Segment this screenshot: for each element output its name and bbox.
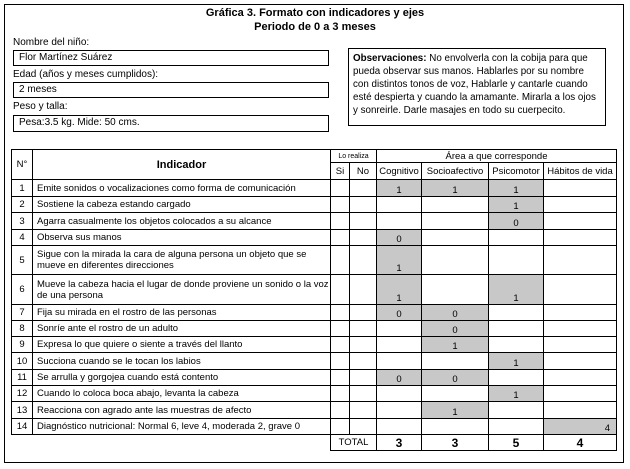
child-name-field[interactable]: Flor Martínez Suárez [13,50,329,66]
row-indicator-text: Reacciona con agrado ante las muestras de afecto [33,402,331,419]
row-cognitivo-cell[interactable] [377,321,422,337]
row-habitos-cell[interactable] [544,402,617,419]
age-label: Edad (años y meses cumplidos): [13,69,159,80]
row-si-cell[interactable] [331,321,350,337]
row-cognitivo-cell[interactable]: 0 [377,305,422,321]
row-number: 12 [12,386,33,402]
table-row [12,386,617,402]
row-si-cell[interactable] [331,197,350,213]
row-habitos-cell[interactable] [544,275,617,305]
row-no-cell[interactable] [350,246,377,275]
row-psicomotor-cell[interactable] [489,246,544,275]
row-psicomotor-cell[interactable]: 1 [489,180,544,197]
age-field[interactable]: 2 meses [13,82,329,98]
row-number: 11 [12,370,33,386]
row-psicomotor-cell[interactable] [489,402,544,419]
row-indicator-text: Mueve la cabeza hacia el lugar de donde proviene un sonido o la voz de una persona [33,275,331,305]
row-si-cell[interactable] [331,230,350,246]
col-no-header: No [350,163,377,180]
col-indicator-header: Indicador [33,150,331,180]
row-no-cell[interactable] [350,386,377,402]
col-area-header: Área a que corresponde [377,150,617,163]
row-psicomotor-cell[interactable]: 1 [489,275,544,305]
row-indicator-text: Observa sus manos [33,230,331,246]
row-socioafectivo-cell[interactable] [422,275,489,305]
row-si-cell[interactable] [331,386,350,402]
row-psicomotor-cell[interactable]: 0 [489,213,544,230]
row-no-cell[interactable] [350,337,377,353]
table-row [12,353,617,370]
row-socioafectivo-cell[interactable]: 1 [422,402,489,419]
col-lo-realiza-header: Lo realiza [331,150,377,163]
row-si-cell[interactable] [331,402,350,419]
row-indicator-text: Expresa lo que quiere o siente a través del llanto [33,337,331,353]
row-number: 9 [12,337,33,353]
row-psicomotor-cell[interactable] [489,321,544,337]
row-indicator-text: Sostiene la cabeza estando cargado [33,197,331,213]
row-si-cell[interactable] [331,180,350,197]
observations-label: Observaciones: [353,53,427,64]
row-cognitivo-cell[interactable] [377,337,422,353]
row-indicator-text: Succiona cuando se le tocan los labios [33,353,331,370]
row-indicator-text: Agarra casualmente los objetos colocados a su alcance [33,213,331,230]
table-row [12,337,617,353]
row-socioafectivo-cell[interactable] [422,353,489,370]
row-si-cell[interactable] [331,246,350,275]
row-habitos-cell[interactable] [544,337,617,353]
row-indicator-text: Cuando lo coloca boca abajo, levanta la cabeza [33,386,331,402]
row-number: 8 [12,321,33,337]
row-number: 7 [12,305,33,321]
table-row [12,213,617,230]
row-cognitivo-cell[interactable]: 0 [377,230,422,246]
row-indicator-text: Sonríe ante el rostro de un adulto [33,321,331,337]
row-cognitivo-cell[interactable]: 1 [377,246,422,275]
row-no-cell[interactable] [350,370,377,386]
row-psicomotor-cell[interactable]: 1 [489,353,544,370]
row-habitos-cell[interactable] [544,213,617,230]
observations-box[interactable] [348,48,606,126]
row-number: 2 [12,197,33,213]
row-socioafectivo-cell[interactable]: 1 [422,337,489,353]
row-no-cell[interactable] [350,180,377,197]
row-cognitivo-cell[interactable]: 1 [377,275,422,305]
col-psicomotor-header: Psicomotor [489,163,544,180]
row-cognitivo-cell[interactable] [377,386,422,402]
row-socioafectivo-cell[interactable] [422,230,489,246]
row-cognitivo-cell[interactable] [377,419,422,435]
col-cognitivo-header: Cognitivo [377,163,422,180]
total-cognitivo: 3 [377,435,422,451]
row-socioafectivo-cell[interactable]: 1 [422,180,489,197]
row-habitos-cell[interactable] [544,305,617,321]
row-cognitivo-cell[interactable]: 0 [377,370,422,386]
row-indicator-text: Fija su mirada en el rostro de las personas [33,305,331,321]
table-row [12,370,617,386]
col-number-header: N° [12,150,33,180]
row-indicator-text: Sigue con la mirada la cara de alguna persona un objeto que se mueve en diferentes direcciones [33,246,331,275]
row-psicomotor-cell[interactable] [489,305,544,321]
row-habitos-cell[interactable]: 4 [544,419,617,435]
row-socioafectivo-cell[interactable] [422,386,489,402]
row-number: 14 [12,419,33,435]
page-subtitle: Periodo de 0 a 3 meses [254,21,376,33]
child-name-label: Nombre del niño: [13,37,90,48]
row-number: 6 [12,275,33,305]
row-si-cell[interactable] [331,370,350,386]
row-socioafectivo-cell[interactable]: 0 [422,305,489,321]
row-habitos-cell[interactable] [544,386,617,402]
row-psicomotor-cell[interactable] [489,230,544,246]
row-si-cell[interactable] [331,305,350,321]
row-si-cell[interactable] [331,419,350,435]
row-si-cell[interactable] [331,275,350,305]
row-socioafectivo-cell[interactable] [422,197,489,213]
row-socioafectivo-cell[interactable] [422,246,489,275]
row-no-cell[interactable] [350,230,377,246]
row-habitos-cell[interactable] [544,370,617,386]
row-psicomotor-cell[interactable] [489,370,544,386]
table-row [12,402,617,419]
col-si-header: Si [331,163,350,180]
table-row [12,419,617,435]
row-no-cell[interactable] [350,305,377,321]
row-psicomotor-cell[interactable]: 1 [489,386,544,402]
row-no-cell[interactable] [350,213,377,230]
row-habitos-cell[interactable] [544,246,617,275]
table-row [12,197,617,213]
row-no-cell[interactable] [350,419,377,435]
row-number: 13 [12,402,33,419]
weight-height-field[interactable]: Pesa:3.5 kg. Mide: 50 cms. [13,115,329,132]
row-indicator-text: Se arrulla y gorgojea cuando está contento [33,370,331,386]
row-cognitivo-cell[interactable] [377,353,422,370]
row-number: 1 [12,180,33,197]
table-row [12,230,617,246]
row-number: 4 [12,230,33,246]
observations-text: No envolverla con la cobija para que pueda observar sus manos. Hablarles por su nombre con distintos tonos de voz, Hablarle y cantarle cuando esté despierta y cuando la amamante. Mirarla a los ojos y sonreirle. Darle masajes en todo su cuerpecito. [353,53,596,116]
row-si-cell[interactable] [331,353,350,370]
row-socioafectivo-cell[interactable] [422,419,489,435]
row-habitos-cell[interactable] [544,321,617,337]
total-psicomotor: 5 [489,435,544,451]
total-habitos: 4 [544,435,617,451]
row-habitos-cell[interactable] [544,180,617,197]
row-number: 10 [12,353,33,370]
row-habitos-cell[interactable] [544,197,617,213]
row-habitos-cell[interactable] [544,353,617,370]
total-label: TOTAL [331,435,377,451]
row-no-cell[interactable] [350,321,377,337]
weight-label: Peso y talla: [13,101,68,112]
row-no-cell[interactable] [350,402,377,419]
table-row [12,305,617,321]
row-si-cell[interactable] [331,337,350,353]
row-psicomotor-cell[interactable] [489,419,544,435]
row-socioafectivo-cell[interactable]: 0 [422,370,489,386]
col-habitos-header: Hábitos de vida [544,163,617,180]
total-socioafectivo: 3 [422,435,489,451]
row-no-cell[interactable] [350,353,377,370]
row-no-cell[interactable] [350,275,377,305]
table-row [12,246,617,275]
table-row [12,275,617,305]
row-indicator-text: Emite sonidos o vocalizaciones como forma de comunicación [33,180,331,197]
row-psicomotor-cell[interactable] [489,337,544,353]
table-row [12,321,617,337]
row-cognitivo-cell[interactable] [377,197,422,213]
row-cognitivo-cell[interactable] [377,402,422,419]
col-socioafectivo-header: Socioafectivo [422,163,489,180]
row-number: 5 [12,246,33,275]
row-number: 3 [12,213,33,230]
row-psicomotor-cell[interactable]: 1 [489,197,544,213]
row-cognitivo-cell[interactable]: 1 [377,180,422,197]
row-socioafectivo-cell[interactable]: 0 [422,321,489,337]
row-habitos-cell[interactable] [544,230,617,246]
row-no-cell[interactable] [350,197,377,213]
indicators-table [11,149,617,451]
row-si-cell[interactable] [331,213,350,230]
row-cognitivo-cell[interactable] [377,213,422,230]
row-socioafectivo-cell[interactable] [422,213,489,230]
table-row [12,180,617,197]
page-title: Gráfica 3. Formato con indicadores y ejes [205,7,425,19]
row-indicator-text: Diagnóstico nutricional: Normal 6, leve 4, moderada 2, grave 0 [33,419,331,435]
